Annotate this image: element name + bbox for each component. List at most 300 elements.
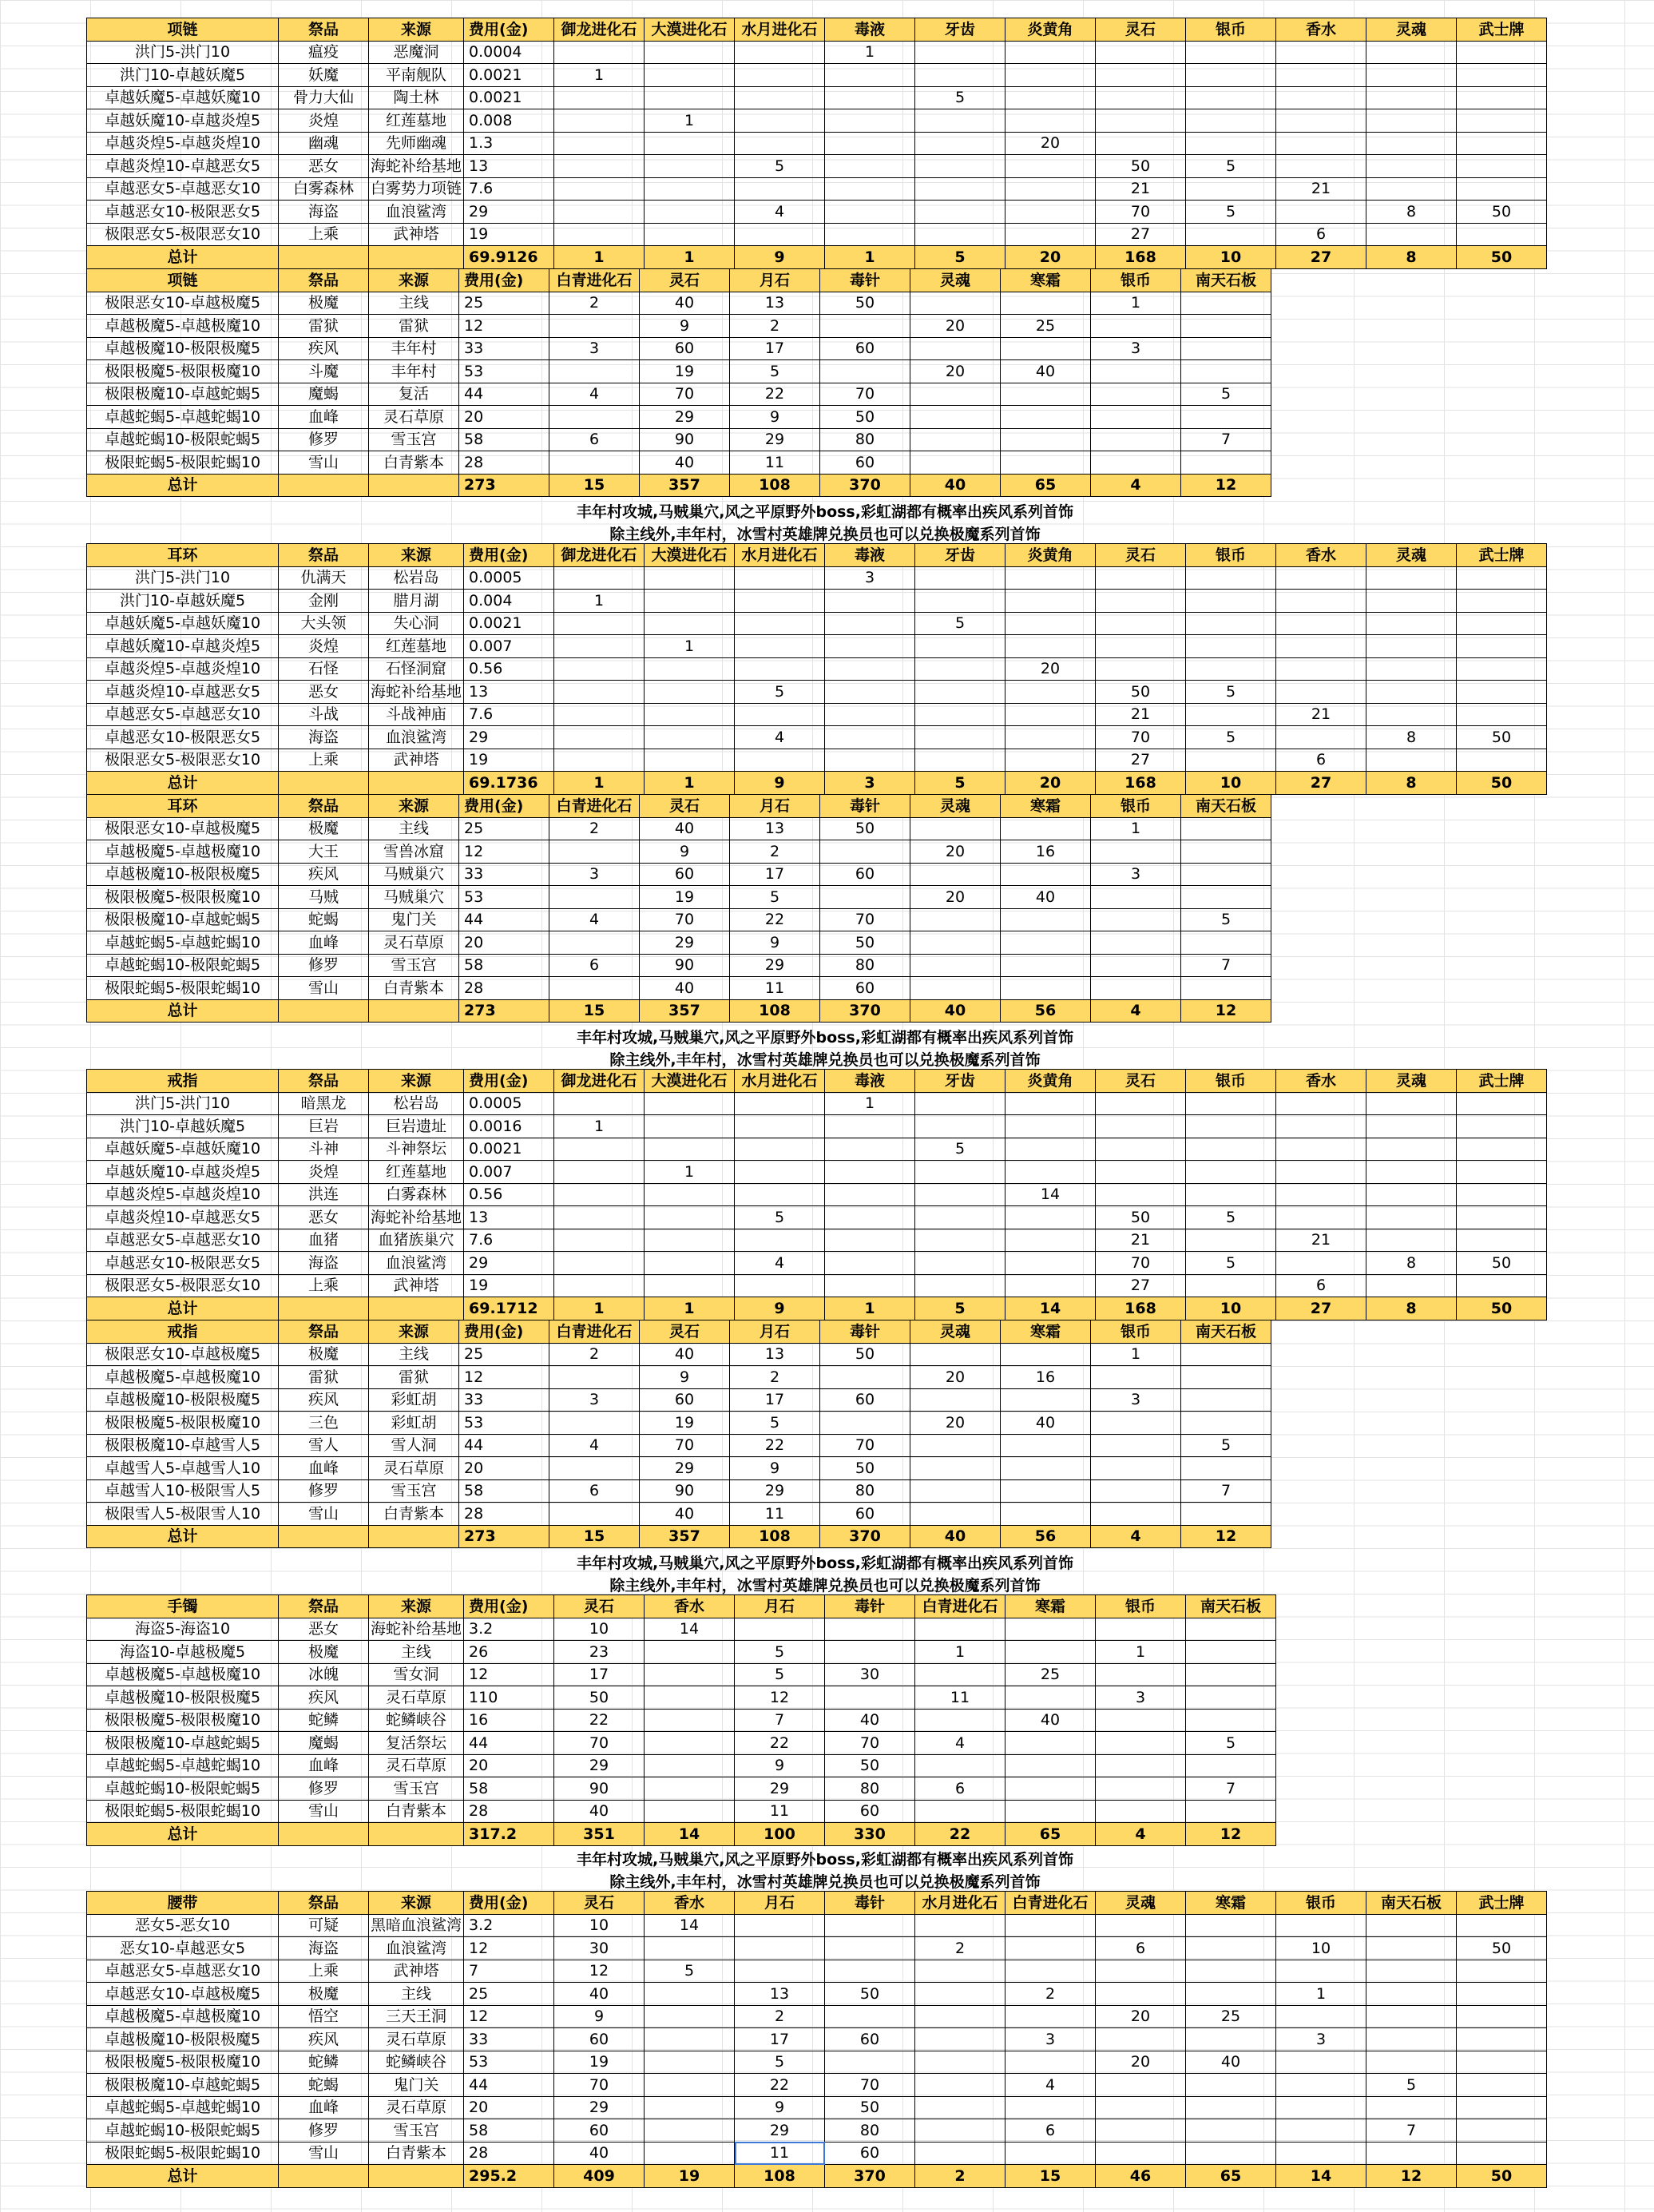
data-cell[interactable]: 1 <box>1091 1343 1181 1366</box>
data-cell[interactable]: 70 <box>825 1732 915 1755</box>
data-cell[interactable] <box>915 2119 1005 2143</box>
data-cell[interactable]: 斗战神庙 <box>369 703 464 726</box>
total-cell[interactable]: 50 <box>1457 772 1547 795</box>
data-cell[interactable]: 21 <box>1276 703 1366 726</box>
empty-cell[interactable] <box>1362 863 1452 886</box>
empty-cell[interactable] <box>1362 406 1452 429</box>
empty-cell[interactable] <box>1362 840 1452 864</box>
data-cell[interactable]: 5 <box>1366 2074 1457 2097</box>
empty-cell[interactable] <box>1457 1641 1547 1664</box>
data-cell[interactable] <box>1001 428 1091 451</box>
data-cell[interactable]: 40 <box>825 1709 915 1732</box>
data-cell[interactable]: 4 <box>549 1434 640 1457</box>
data-cell[interactable]: 12 <box>459 1366 549 1389</box>
total-cell[interactable]: 370 <box>820 999 910 1023</box>
data-cell[interactable]: 1 <box>915 1641 1005 1664</box>
data-cell[interactable]: 5 <box>645 1960 735 1983</box>
total-cell[interactable]: 20 <box>1005 772 1096 795</box>
total-cell[interactable]: 65 <box>1001 474 1091 497</box>
column-header-cell[interactable]: 寒霜 <box>1186 1892 1276 1915</box>
data-cell[interactable]: 丰年村 <box>369 337 459 360</box>
data-cell[interactable]: 5 <box>735 1641 825 1664</box>
empty-cell[interactable] <box>1457 1709 1547 1732</box>
column-header-cell[interactable]: 来源 <box>369 18 464 42</box>
column-header-cell[interactable]: 月石 <box>730 1320 820 1344</box>
data-cell[interactable] <box>645 1732 735 1755</box>
empty-cell[interactable] <box>1452 795 1542 818</box>
data-cell[interactable]: 红莲墓地 <box>369 1161 464 1184</box>
data-cell[interactable]: 雪兽冰窟 <box>369 840 459 864</box>
data-cell[interactable]: 极限雪人5-极限雪人10 <box>87 1503 279 1526</box>
data-cell[interactable]: 20 <box>464 2096 554 2119</box>
data-cell[interactable] <box>825 1115 915 1138</box>
data-cell[interactable] <box>1096 1663 1186 1686</box>
data-cell[interactable] <box>1457 1983 1547 2006</box>
data-cell[interactable]: 40 <box>640 817 730 840</box>
data-cell[interactable] <box>915 2028 1005 2051</box>
data-cell[interactable]: 卓越极魔10-极限极魔5 <box>87 1686 279 1710</box>
empty-cell[interactable] <box>1366 1754 1457 1777</box>
empty-cell[interactable] <box>1271 795 1362 818</box>
data-cell[interactable] <box>1096 2028 1186 2051</box>
data-cell[interactable] <box>820 840 910 864</box>
data-cell[interactable] <box>1276 1138 1366 1161</box>
data-cell[interactable]: 17 <box>730 1388 820 1412</box>
data-cell[interactable]: 5 <box>915 86 1005 109</box>
data-cell[interactable] <box>1005 1274 1096 1297</box>
data-cell[interactable] <box>1276 41 1366 64</box>
data-cell[interactable] <box>915 1252 1005 1275</box>
data-cell[interactable] <box>554 681 645 704</box>
data-cell[interactable] <box>1186 1161 1276 1184</box>
column-header-cell[interactable]: 毒液 <box>825 1070 915 1093</box>
data-cell[interactable] <box>549 406 640 429</box>
data-cell[interactable]: 极限极魔10-卓越蛇蝎5 <box>87 2074 279 2097</box>
total-cell[interactable]: 10 <box>1186 246 1276 269</box>
empty-cell[interactable] <box>1452 1434 1542 1457</box>
data-cell[interactable] <box>1181 1343 1271 1366</box>
data-cell[interactable] <box>825 612 915 635</box>
total-cell[interactable]: 总计 <box>87 772 279 795</box>
data-cell[interactable] <box>645 201 735 224</box>
data-cell[interactable]: 25 <box>459 817 549 840</box>
column-header-cell[interactable]: 武士牌 <box>1457 18 1547 42</box>
data-cell[interactable] <box>549 315 640 338</box>
data-cell[interactable] <box>1457 2119 1547 2143</box>
data-cell[interactable] <box>1457 2028 1547 2051</box>
data-cell[interactable]: 19 <box>640 886 730 909</box>
data-cell[interactable]: 53 <box>464 2051 554 2074</box>
total-cell[interactable]: 50 <box>1457 246 1547 269</box>
total-cell[interactable]: 3 <box>825 772 915 795</box>
data-cell[interactable]: 灵石草原 <box>369 2028 464 2051</box>
empty-cell[interactable] <box>1362 977 1452 1000</box>
data-cell[interactable]: 0.56 <box>464 657 554 681</box>
empty-cell[interactable] <box>1366 1732 1457 1755</box>
total-cell[interactable]: 5 <box>915 246 1005 269</box>
data-cell[interactable]: 4 <box>735 1252 825 1275</box>
data-cell[interactable]: 20 <box>910 360 1001 383</box>
data-cell[interactable] <box>825 1206 915 1229</box>
data-cell[interactable] <box>1186 1937 1276 1960</box>
data-cell[interactable]: 90 <box>640 428 730 451</box>
data-cell[interactable]: 卓越妖魔10-卓越炎煌5 <box>87 635 279 658</box>
data-cell[interactable]: 70 <box>640 908 730 931</box>
data-cell[interactable]: 25 <box>464 1983 554 2006</box>
data-cell[interactable]: 53 <box>459 1412 549 1435</box>
data-cell[interactable] <box>1005 1161 1096 1184</box>
empty-cell[interactable] <box>1457 1595 1547 1618</box>
data-cell[interactable] <box>1181 840 1271 864</box>
data-cell[interactable]: 40 <box>1001 886 1091 909</box>
data-cell[interactable] <box>910 406 1001 429</box>
data-cell[interactable] <box>1366 681 1457 704</box>
data-cell[interactable] <box>915 132 1005 155</box>
data-cell[interactable]: 70 <box>640 383 730 406</box>
data-cell[interactable] <box>1001 863 1091 886</box>
data-cell[interactable] <box>910 451 1001 475</box>
data-cell[interactable] <box>554 657 645 681</box>
data-cell[interactable]: 疾风 <box>279 2028 369 2051</box>
data-cell[interactable] <box>1181 360 1271 383</box>
data-cell[interactable]: 0.0004 <box>464 41 554 64</box>
data-cell[interactable]: 5 <box>1181 908 1271 931</box>
data-cell[interactable]: 20 <box>910 840 1001 864</box>
data-cell[interactable]: 海蛇补给基地 <box>369 1618 464 1641</box>
column-header-cell[interactable]: 武士牌 <box>1457 1070 1547 1093</box>
empty-cell[interactable] <box>1362 1479 1452 1503</box>
data-cell[interactable]: 50 <box>820 1343 910 1366</box>
data-cell[interactable]: 彩虹胡 <box>369 1388 459 1412</box>
column-header-cell[interactable]: 牙齿 <box>915 18 1005 42</box>
total-cell[interactable]: 9 <box>735 772 825 795</box>
column-header-cell[interactable]: 灵石 <box>640 1320 730 1344</box>
empty-cell[interactable] <box>1271 474 1362 497</box>
data-cell[interactable] <box>1457 109 1547 133</box>
empty-cell[interactable] <box>1276 1663 1366 1686</box>
column-header-cell[interactable]: 毒液 <box>825 18 915 42</box>
data-cell[interactable]: 9 <box>730 406 820 429</box>
empty-cell[interactable] <box>1362 1343 1452 1366</box>
data-cell[interactable]: 卓越极魔10-极限极魔5 <box>87 2028 279 2051</box>
data-cell[interactable]: 5 <box>735 1663 825 1686</box>
data-cell[interactable]: 0.0021 <box>464 612 554 635</box>
data-cell[interactable]: 1 <box>1091 292 1181 315</box>
data-cell[interactable]: 雪玉宫 <box>369 428 459 451</box>
data-cell[interactable]: 鬼门关 <box>369 908 459 931</box>
data-cell[interactable]: 12 <box>459 315 549 338</box>
data-cell[interactable] <box>915 177 1005 201</box>
data-cell[interactable]: 极限极魔10-卓越雪人5 <box>87 1434 279 1457</box>
data-cell[interactable]: 5 <box>1181 383 1271 406</box>
column-header-cell[interactable]: 祭品 <box>279 795 369 818</box>
data-cell[interactable]: 40 <box>640 451 730 475</box>
data-cell[interactable]: 50 <box>1457 1252 1547 1275</box>
column-header-cell[interactable]: 月石 <box>730 269 820 292</box>
empty-cell[interactable] <box>1271 269 1362 292</box>
data-cell[interactable] <box>825 1960 915 1983</box>
data-cell[interactable]: 卓越蛇蝎10-极限蛇蝎5 <box>87 2119 279 2143</box>
data-cell[interactable] <box>735 1914 825 1937</box>
data-cell[interactable]: 33 <box>459 1388 549 1412</box>
data-cell[interactable] <box>1091 360 1181 383</box>
data-cell[interactable] <box>1096 1777 1186 1801</box>
data-cell[interactable]: 7 <box>1366 2119 1457 2143</box>
empty-cell[interactable] <box>1452 360 1542 383</box>
column-header-cell[interactable]: 水月进化石 <box>735 544 825 567</box>
data-cell[interactable]: 灵石草原 <box>369 1457 459 1480</box>
column-header-cell[interactable]: 白青进化石 <box>1005 1892 1096 1915</box>
data-cell[interactable]: 灵石草原 <box>369 1686 464 1710</box>
data-cell[interactable]: 卓越雪人10-极限雪人5 <box>87 1479 279 1503</box>
data-cell[interactable] <box>735 1229 825 1252</box>
data-cell[interactable] <box>1005 1115 1096 1138</box>
data-cell[interactable] <box>1276 2051 1366 2074</box>
data-cell[interactable]: 平南舰队 <box>369 64 464 87</box>
data-cell[interactable] <box>645 590 735 613</box>
data-cell[interactable]: 29 <box>735 1777 825 1801</box>
data-cell[interactable] <box>1001 977 1091 1000</box>
total-cell[interactable] <box>369 1823 464 1846</box>
empty-cell[interactable] <box>1362 1434 1452 1457</box>
data-cell[interactable] <box>915 1206 1005 1229</box>
data-cell[interactable] <box>1276 1252 1366 1275</box>
empty-cell[interactable] <box>1366 1777 1457 1801</box>
total-cell[interactable] <box>279 246 369 269</box>
column-header-cell[interactable]: 祭品 <box>279 544 369 567</box>
data-cell[interactable]: 11 <box>730 451 820 475</box>
data-cell[interactable] <box>735 1092 825 1115</box>
data-cell[interactable]: 58 <box>459 428 549 451</box>
data-cell[interactable]: 30 <box>554 1937 645 1960</box>
data-cell[interactable]: 25 <box>1186 2005 1276 2028</box>
data-cell[interactable]: 卓越极魔10-极限极魔5 <box>87 863 279 886</box>
empty-cell[interactable] <box>1362 817 1452 840</box>
total-cell[interactable]: 1 <box>554 772 645 795</box>
data-cell[interactable] <box>1096 86 1186 109</box>
data-cell[interactable]: 恶女 <box>279 681 369 704</box>
data-cell[interactable] <box>735 590 825 613</box>
column-header-cell[interactable]: 银币 <box>1276 1892 1366 1915</box>
data-cell[interactable] <box>915 590 1005 613</box>
data-cell[interactable]: 4 <box>549 908 640 931</box>
data-cell[interactable] <box>645 1686 735 1710</box>
empty-cell[interactable] <box>1452 269 1542 292</box>
data-cell[interactable]: 3 <box>1091 1388 1181 1412</box>
total-cell[interactable]: 总计 <box>87 1823 279 1846</box>
data-cell[interactable] <box>1096 132 1186 155</box>
data-cell[interactable]: 20 <box>459 931 549 955</box>
data-cell[interactable] <box>1096 1092 1186 1115</box>
data-cell[interactable]: 血浪鲨湾 <box>369 201 464 224</box>
data-cell[interactable]: 白青紫本 <box>369 2142 464 2165</box>
data-cell[interactable] <box>915 2005 1005 2028</box>
data-cell[interactable]: 9 <box>640 315 730 338</box>
data-cell[interactable] <box>1186 1274 1276 1297</box>
data-cell[interactable]: 魔蝎 <box>279 1732 369 1755</box>
data-cell[interactable]: 33 <box>464 2028 554 2051</box>
data-cell[interactable]: 60 <box>820 1503 910 1526</box>
data-cell[interactable]: 雷狱 <box>369 1366 459 1389</box>
column-header-cell[interactable]: 毒针 <box>820 1320 910 1344</box>
empty-cell[interactable] <box>1362 383 1452 406</box>
data-cell[interactable]: 40 <box>1001 360 1091 383</box>
empty-cell[interactable] <box>1271 1503 1362 1526</box>
data-cell[interactable] <box>1186 1138 1276 1161</box>
total-cell[interactable] <box>279 2165 369 2188</box>
data-cell[interactable]: 40 <box>554 1983 645 2006</box>
data-cell[interactable]: 极限极魔5-极限极魔10 <box>87 1709 279 1732</box>
column-header-cell[interactable]: 灵魂 <box>1096 1892 1186 1915</box>
column-header-cell[interactable]: 寒霜 <box>1001 269 1091 292</box>
empty-cell[interactable] <box>1366 1823 1457 1846</box>
data-cell[interactable] <box>1276 1914 1366 1937</box>
total-cell[interactable]: 108 <box>730 1525 820 1548</box>
data-cell[interactable] <box>1186 2142 1276 2165</box>
data-cell[interactable] <box>554 86 645 109</box>
data-cell[interactable]: 极限极魔5-极限极魔10 <box>87 360 279 383</box>
column-header-cell[interactable]: 腰带 <box>87 1892 279 1915</box>
data-cell[interactable]: 9 <box>640 1366 730 1389</box>
data-cell[interactable] <box>1091 1434 1181 1457</box>
data-cell[interactable] <box>1001 451 1091 475</box>
data-cell[interactable]: 修罗 <box>279 2119 369 2143</box>
data-cell[interactable] <box>1096 41 1186 64</box>
total-cell[interactable]: 12 <box>1366 2165 1457 2188</box>
data-cell[interactable]: 6 <box>1096 1937 1186 1960</box>
data-cell[interactable] <box>1457 177 1547 201</box>
data-cell[interactable]: 雪人洞 <box>369 1434 459 1457</box>
data-cell[interactable]: 巨岩 <box>279 1115 369 1138</box>
column-header-cell[interactable]: 香水 <box>645 1892 735 1915</box>
data-cell[interactable] <box>645 155 735 178</box>
data-cell[interactable] <box>1457 1138 1547 1161</box>
total-cell[interactable]: 总计 <box>87 999 279 1023</box>
total-cell[interactable] <box>369 474 459 497</box>
empty-cell[interactable] <box>1362 908 1452 931</box>
data-cell[interactable]: 疾风 <box>279 1388 369 1412</box>
data-cell[interactable] <box>1181 886 1271 909</box>
empty-cell[interactable] <box>1452 1320 1542 1344</box>
data-cell[interactable] <box>1096 1983 1186 2006</box>
data-cell[interactable]: 极魔 <box>279 1983 369 2006</box>
data-cell[interactable] <box>645 2005 735 2028</box>
data-cell[interactable] <box>1001 292 1091 315</box>
column-header-cell[interactable]: 南天石板 <box>1181 1320 1271 1344</box>
data-cell[interactable] <box>1276 1161 1366 1184</box>
data-cell[interactable] <box>554 223 645 246</box>
data-cell[interactable]: 4 <box>735 726 825 749</box>
column-header-cell[interactable]: 耳环 <box>87 795 279 818</box>
total-cell[interactable]: 1 <box>554 1297 645 1320</box>
data-cell[interactable]: 20 <box>910 886 1001 909</box>
data-cell[interactable]: 石怪洞窟 <box>369 657 464 681</box>
data-cell[interactable]: 6 <box>1276 749 1366 772</box>
data-cell[interactable] <box>1005 566 1096 590</box>
data-cell[interactable]: 极魔 <box>279 1641 369 1664</box>
data-cell[interactable]: 恶女 <box>279 1206 369 1229</box>
data-cell[interactable] <box>825 109 915 133</box>
data-cell[interactable]: 武神塔 <box>369 1274 464 1297</box>
empty-cell[interactable] <box>1362 1366 1452 1389</box>
empty-cell[interactable] <box>1452 931 1542 955</box>
total-cell[interactable]: 65 <box>1005 1823 1096 1846</box>
data-cell[interactable] <box>1091 451 1181 475</box>
total-cell[interactable]: 40 <box>910 1525 1001 1548</box>
total-cell[interactable]: 357 <box>640 999 730 1023</box>
data-cell[interactable]: 23 <box>554 1641 645 1664</box>
data-cell[interactable]: 5 <box>1186 1252 1276 1275</box>
data-cell[interactable]: 卓越炎煌10-卓越恶女5 <box>87 1206 279 1229</box>
data-cell[interactable] <box>1091 1366 1181 1389</box>
data-cell[interactable] <box>825 86 915 109</box>
data-cell[interactable]: 12 <box>459 840 549 864</box>
data-cell[interactable]: 50 <box>1096 1206 1186 1229</box>
data-cell[interactable]: 1 <box>1091 817 1181 840</box>
data-cell[interactable]: 40 <box>640 977 730 1000</box>
empty-cell[interactable] <box>1362 269 1452 292</box>
data-cell[interactable]: 3 <box>1096 1686 1186 1710</box>
empty-cell[interactable] <box>1276 1686 1366 1710</box>
data-cell[interactable] <box>1005 1937 1096 1960</box>
data-cell[interactable] <box>549 451 640 475</box>
data-cell[interactable] <box>1366 1092 1457 1115</box>
column-header-cell[interactable]: 御龙进化石 <box>554 18 645 42</box>
column-header-cell[interactable]: 银币 <box>1186 544 1276 567</box>
data-cell[interactable] <box>825 1641 915 1664</box>
data-cell[interactable]: 极限极魔5-极限极魔10 <box>87 2051 279 2074</box>
data-cell[interactable]: 20 <box>910 1412 1001 1435</box>
data-cell[interactable]: 海盗 <box>279 201 369 224</box>
data-cell[interactable]: 灵石草原 <box>369 2096 464 2119</box>
column-header-cell[interactable]: 费用(金) <box>459 1320 549 1344</box>
data-cell[interactable] <box>1096 1732 1186 1755</box>
data-cell[interactable]: 卓越妖魔5-卓越妖魔10 <box>87 612 279 635</box>
total-cell[interactable]: 12 <box>1181 999 1271 1023</box>
data-cell[interactable]: 3 <box>549 1388 640 1412</box>
data-cell[interactable]: 卓越极魔5-卓越极魔10 <box>87 315 279 338</box>
data-cell[interactable] <box>825 1937 915 1960</box>
data-cell[interactable] <box>1096 1138 1186 1161</box>
data-cell[interactable]: 9 <box>640 840 730 864</box>
data-cell[interactable] <box>1457 1206 1547 1229</box>
data-cell[interactable]: 6 <box>915 1777 1005 1801</box>
data-cell[interactable] <box>1001 1503 1091 1526</box>
data-cell[interactable] <box>1001 1457 1091 1480</box>
column-header-cell[interactable]: 香水 <box>645 1595 735 1618</box>
column-header-cell[interactable]: 毒针 <box>825 1892 915 1915</box>
data-cell[interactable] <box>825 177 915 201</box>
column-header-cell[interactable]: 费用(金) <box>459 269 549 292</box>
data-cell[interactable]: 极限恶女5-极限恶女10 <box>87 223 279 246</box>
data-cell[interactable] <box>915 1618 1005 1641</box>
data-cell[interactable]: 70 <box>640 1434 730 1457</box>
data-cell[interactable] <box>1457 566 1547 590</box>
data-cell[interactable]: 40 <box>554 1800 645 1823</box>
data-cell[interactable]: 80 <box>820 954 910 977</box>
total-cell[interactable]: 15 <box>1005 2165 1096 2188</box>
data-cell[interactable]: 40 <box>1186 2051 1276 2074</box>
data-cell[interactable]: 19 <box>464 223 554 246</box>
empty-cell[interactable] <box>1452 451 1542 475</box>
column-header-cell[interactable]: 灵石 <box>1096 1070 1186 1093</box>
data-cell[interactable] <box>1457 612 1547 635</box>
data-cell[interactable]: 蛇蝎 <box>279 908 369 931</box>
data-cell[interactable] <box>1186 1641 1276 1664</box>
data-cell[interactable] <box>1186 749 1276 772</box>
data-cell[interactable] <box>1005 155 1096 178</box>
total-cell[interactable]: 56 <box>1001 999 1091 1023</box>
